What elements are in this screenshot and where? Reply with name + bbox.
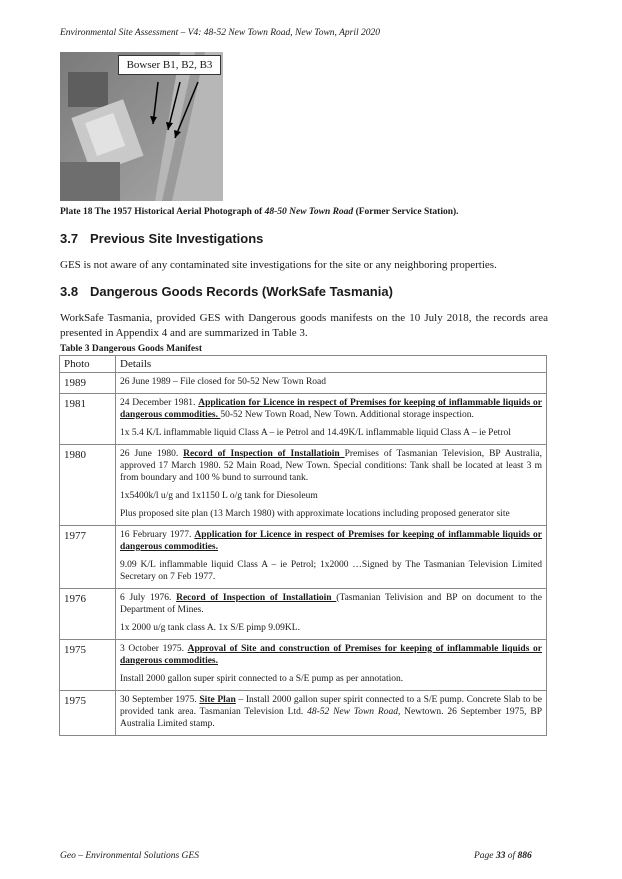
table-caption: Table 3 Dangerous Goods Manifest bbox=[60, 344, 202, 354]
column-header-details: Details bbox=[116, 356, 547, 373]
section-3-8-body: WorkSafe Tasmania, provided GES with Dangerous goods manifests on the 10 July 2018, the records area presented in Appendix 4 and are summarized in Table 3. bbox=[60, 312, 548, 339]
table-header-row bbox=[60, 356, 547, 373]
footer-company: Geo – Environmental Solutions GES bbox=[60, 851, 199, 861]
table-row bbox=[60, 589, 547, 640]
section-heading-3-8: 3.8 Dangerous Goods Records (WorkSafe Tasmania) bbox=[60, 284, 393, 299]
table-row bbox=[60, 691, 547, 736]
page-header: Environmental Site Assessment – V4: 48-52 New Town Road, New Town, April 2020 bbox=[60, 28, 381, 38]
row-year: 1975 bbox=[60, 640, 116, 691]
row-year: 1980 bbox=[60, 445, 116, 526]
row-details: 30 September 1975. Site Plan – Install 2000 gallon super spirit connected to a S/E pump. Concrete Slab to be provided tank area. Tasmanian Television Ltd. 48-52 New Town Road, Newtown. 26 September 1975, BP Australia Limited stamp. bbox=[116, 691, 547, 736]
row-details: 26 June 1989 – File closed for 50-52 New Town Road bbox=[116, 373, 547, 394]
footer-page-number: Page 33 of 886 bbox=[474, 851, 532, 861]
row-details: 24 December 1981. Application for Licence in respect of Premises for keeping of inflammable liquids or dangerous commodities. 50-52 New Town Road, New Town. Additional storage inspection. 1x 5.4 K/L inflammable liquid Class A – ie Petrol and 14.49K/L inflammable liquid Class A – ie Petrol bbox=[116, 394, 547, 445]
row-details: 16 February 1977. Application for Licence in respect of Premises for keeping of inflammable liquids or dangerous commodities. 9.09 K/L inflammable liquid Class A – ie Petrol; 1x2000 …Signed by The Tasmanian Television Limited Secretary on 7 Feb 1977. bbox=[116, 526, 547, 589]
row-year: 1975 bbox=[60, 691, 116, 736]
column-header-photo: Photo bbox=[60, 356, 116, 373]
dangerous-goods-table bbox=[59, 355, 547, 736]
row-year: 1977 bbox=[60, 526, 116, 589]
table-row bbox=[60, 526, 547, 589]
section-3-7-body: GES is not aware of any contaminated site investigations for the site or any neighboring properties. bbox=[60, 259, 497, 271]
table-row bbox=[60, 373, 547, 394]
row-details: 3 October 1975. Approval of Site and construction of Premises for keeping of inflammable liquids or dangerous commodities. Install 2000 gallon super spirit connected to a S/E pump as per annotation. bbox=[116, 640, 547, 691]
section-heading-3-7: 3.7 Previous Site Investigations bbox=[60, 231, 264, 246]
row-year: 1981 bbox=[60, 394, 116, 445]
row-year: 1976 bbox=[60, 589, 116, 640]
photo-callout-label: Bowser B1, B2, B3 bbox=[118, 55, 221, 75]
row-details: 6 July 1976. Record of Inspection of Installatioin (Tasmanian Telivision and BP on document to the Department of Mines. 1x 2000 u/g tank class A. 1x S/E pimp 9.09KL. bbox=[116, 589, 547, 640]
table-row bbox=[60, 394, 547, 445]
plate-caption: Plate 18 The 1957 Historical Aerial Photograph of 48-50 New Town Road (Former Service Station). bbox=[60, 207, 459, 217]
row-details: 26 June 1980. Record of Inspection of Installatioin Premises of Tasmanian Television, BP Australia, approved 17 March 1980. 52 Main Road, New Town. Special conditions: Tank shall be located at least 3 m from boundary and 100 % bund to surround tank. 1x5400k/l u/g and 1x1150 L o/g tank for Diesoleum Plus proposed site plan (13 March 1980) with approximate locations including proposed generator site bbox=[116, 445, 547, 526]
row-year: 1989 bbox=[60, 373, 116, 394]
table-row bbox=[60, 445, 547, 526]
table-row bbox=[60, 640, 547, 691]
